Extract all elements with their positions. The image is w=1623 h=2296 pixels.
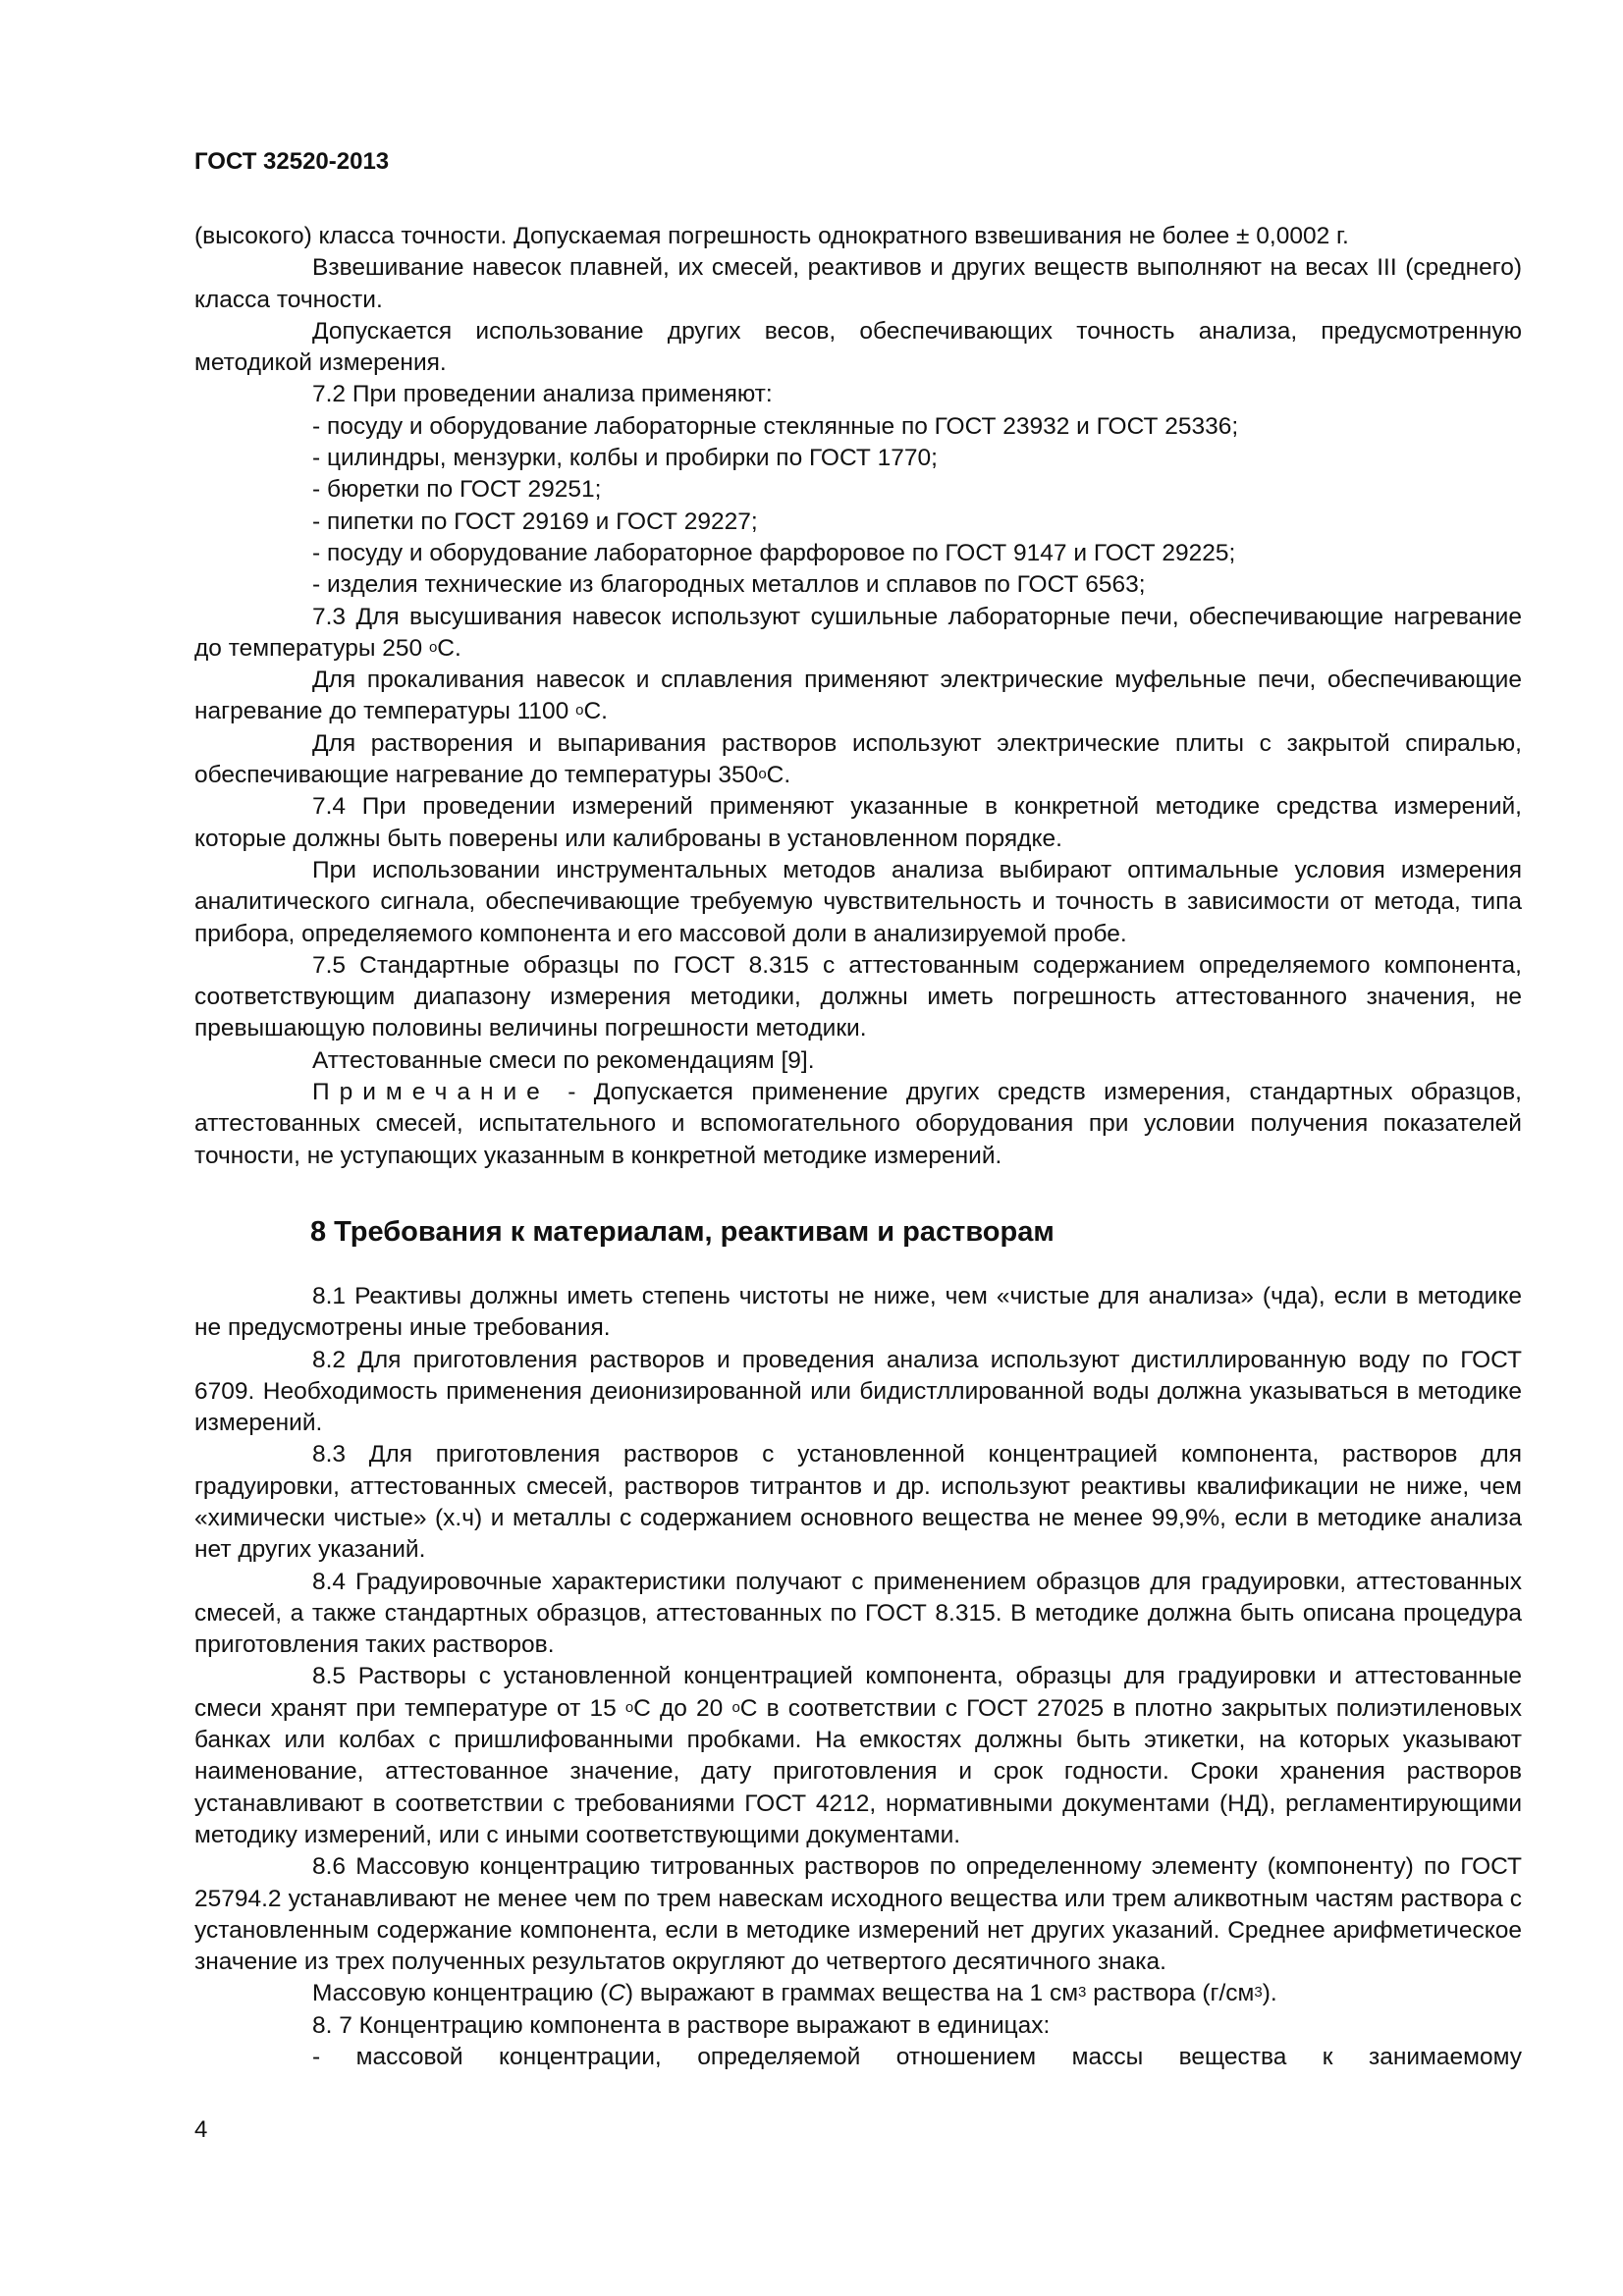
text-run: Массовую концентрацию (	[312, 1980, 609, 2007]
document-header: ГОСТ 32520-2013	[194, 148, 390, 175]
superscript: 3	[1078, 1984, 1087, 2002]
list-item: - изделия технические из благородных металлов и сплавов по ГОСТ 6563;	[312, 571, 1146, 599]
paragraph: 7.2 При проведении анализа применяют:	[312, 381, 773, 408]
paragraph: 7.5 Стандартные образцы по ГОСТ 8.315 с аттестованным содержанием определяемого компонента, соответствующим диапазону измерения методики, должны иметь погрешность аттестованного значения, не превышающую половины величины погрешности методики.	[194, 951, 1522, 1042]
text-run: раствора (г/см	[1086, 1980, 1255, 2007]
document-page	[194, 147, 1522, 2073]
variable-c: С	[608, 1980, 625, 2007]
superscript: 3	[1254, 1984, 1263, 2002]
paragraph: Аттестованные смеси по рекомендациям [9].	[312, 1046, 815, 1074]
paragraph: Допускается использование других весов, обеспечивающих точность анализа, предусмотренную методикой измерения.	[194, 317, 1522, 377]
list-item: - бюретки по ГОСТ 29251;	[312, 476, 602, 504]
note-paragraph	[194, 1077, 1522, 1172]
text-run: ) выражают в граммах вещества на 1 см	[624, 1980, 1079, 2007]
list-item: - цилиндры, мензурки, колбы и пробирки по ГОСТ 1770;	[312, 445, 938, 472]
text-run: Для растворения и выпаривания растворов используют электрические плиты с закрытой спиралью, обеспечивающие нагревание до температуры 350	[194, 729, 1522, 789]
paragraph: 8.1 Реактивы должны иметь степень чистоты не ниже, чем «чистые для анализа» (чда), если в методике не предусмотрены иные требования.	[194, 1282, 1522, 1342]
paragraph	[194, 602, 1522, 666]
section-heading: 8 Требования к материалам, реактивам и растворам	[310, 1215, 1055, 1248]
paragraph: 7.4 При проведении измерений применяют указанные в конкретной методике средства измерений, которые должны быть поверены или калиброваны в установленном порядке.	[194, 793, 1522, 852]
paragraph: - массовой концентрации, определяемой отношением массы вещества к занимаемому	[312, 2044, 1522, 2071]
degree-sign: о	[731, 1698, 740, 1716]
document-body	[194, 221, 1522, 2073]
paragraph: 8.3 Для приготовления растворов с установленной концентрацией компонента, растворов для градуировки, аттестованных смесей, растворов титрантов и др. используют реактивы квалификации не ниже, чем «химически чистые» (х.ч) и металлы с содержанием основного вещества не менее 99,9%, если в методике анализа нет других указаний.	[194, 1441, 1522, 1564]
page-number: 4	[194, 2116, 208, 2143]
paragraph: При использовании инструментальных методов анализа выбирают оптимальные условия измерения аналитического сигнала, обеспечивающие требуемую чувствительность и точность в зависимости от метода, типа прибора, определяемого компонента и его массовой доли в анализируемой пробе.	[194, 856, 1522, 947]
paragraph: 8.4 Градуировочные характеристики получают с применением образцов для градуировки, аттестованных смесей, а также стандартных образцов, аттестованных по ГОСТ 8.315. В методике должна быть описана процедура приготовления таких растворов.	[194, 1568, 1522, 1659]
list-item: - посуду и оборудование лабораторные стеклянные по ГОСТ 23932 и ГОСТ 25336;	[312, 412, 1239, 440]
list-item: - посуду и оборудование лабораторное фарфоровое по ГОСТ 9147 и ГОСТ 29225;	[312, 539, 1236, 566]
paragraph	[194, 665, 1522, 728]
paragraph: 8.6 Массовую концентрацию титрованных растворов по определенному элементу (компоненту) по ГОСТ 25794.2 устанавливают не менее чем по трем навескам исходного вещества или трем аликвотным частям раствора с установленным содержание компонента, если в методике измерений нет других указаний. Среднее арифметическое значение из трех полученных результатов округляют до четвертого десятичного знака.	[194, 1853, 1522, 1976]
paragraph: 8.2 Для приготовления растворов и проведения анализа используют дистиллированную воду по ГОСТ 6709. Необходимость применения деионизированной или бидистллированной воды должна указываться в методике измерений.	[194, 1346, 1522, 1437]
paragraph	[194, 728, 1522, 792]
text-run: С.	[583, 698, 608, 725]
paragraph	[194, 1661, 1522, 1851]
degree-sign: о	[575, 702, 584, 720]
text-run: С.	[437, 634, 461, 662]
note-label: Примечание	[312, 1079, 550, 1106]
text-run: С в соответствии с ГОСТ 27025 в плотно закрытых полиэтиленовых банках или колбах с пришлифованными пробками. На емкостях должны быть этикетки, на которых указывают наименование, аттестованное значение, дату приготовления и срок годности. Сроки хранения растворов устанавливают в соответствии с требованиями ГОСТ 4212, нормативными документами (НД), регламентирующими методику измерений, или с иными соответствующими документами.	[194, 1694, 1522, 1848]
text-run: С до 20	[633, 1694, 732, 1722]
text-run: Для прокаливания навесок и сплавления применяют электрические муфельные печи, обеспечивающие нагревание до температуры 1100	[194, 667, 1522, 725]
note-text: - Допускается применение других средств измерения, стандартных образцов, аттестованных смесей, испытательного и вспомогательного оборудования при условии получения показателей точности, не уступающих указанным в конкретной методике измерений.	[194, 1079, 1522, 1169]
paragraph: 8. 7 Концентрацию компонента в растворе выражают в единицах:	[312, 2011, 1051, 2039]
degree-sign: о	[428, 638, 438, 656]
paragraph: Взвешивание навесок плавней, их смесей, реактивов и других веществ выполняют на весах III (среднего) класса точности.	[194, 254, 1522, 313]
text-run: ).	[1262, 1980, 1277, 2007]
list-item: - пипетки по ГОСТ 29169 и ГОСТ 29227;	[312, 507, 758, 535]
text-run: 8.5 Растворы с установленной концентрацией компонента, образцы для градуировки и аттестованные смеси хранят при температуре от 15	[194, 1663, 1522, 1722]
text-run: 7.3 Для высушивания навесок используют сушильные лабораторные печи, обеспечивающие нагревание до температуры 250	[194, 603, 1522, 662]
degree-sign: о	[624, 1698, 634, 1716]
paragraph: (высокого) класса точности. Допускаемая погрешность однократного взвешивания не более ± 0,0002 г.	[194, 223, 1349, 249]
paragraph	[194, 1978, 1522, 2009]
degree-sign: о	[758, 766, 767, 783]
text-run: С.	[766, 762, 791, 789]
